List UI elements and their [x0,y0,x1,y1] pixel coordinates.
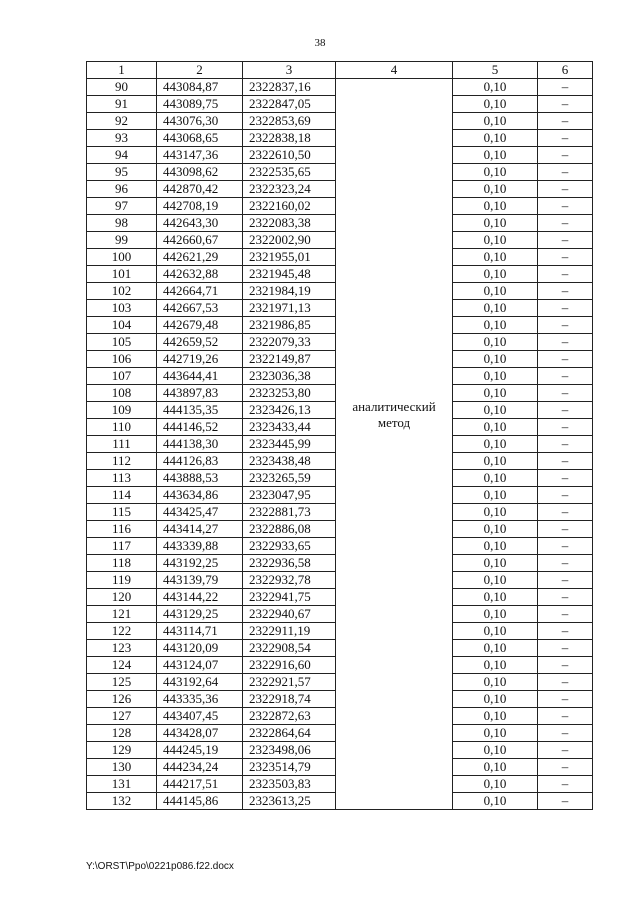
error-value-cell: 0,10 [453,317,538,334]
error-value-cell: 0,10 [453,436,538,453]
header-cell: 1 [87,62,157,79]
point-number-cell: 131 [87,776,157,793]
note-cell: – [538,555,593,572]
coordinate-x-cell: 443414,27 [157,521,243,538]
coordinate-y-cell: 2322886,08 [243,521,336,538]
point-number-cell: 105 [87,334,157,351]
point-number-cell: 111 [87,436,157,453]
error-value-cell: 0,10 [453,283,538,300]
coordinate-y-cell: 2322918,74 [243,691,336,708]
coordinate-x-cell: 443888,53 [157,470,243,487]
error-value-cell: 0,10 [453,759,538,776]
note-cell: – [538,266,593,283]
error-value-cell: 0,10 [453,113,538,130]
note-cell: – [538,725,593,742]
point-number-cell: 95 [87,164,157,181]
coordinate-y-cell: 2321986,85 [243,317,336,334]
error-value-cell: 0,10 [453,130,538,147]
note-cell: – [538,147,593,164]
coordinate-x-cell: 442659,52 [157,334,243,351]
error-value-cell: 0,10 [453,640,538,657]
table-row [87,79,593,96]
point-number-cell: 122 [87,623,157,640]
coordinate-x-cell: 444146,52 [157,419,243,436]
header-cell: 3 [243,62,336,79]
point-number-cell: 124 [87,657,157,674]
coordinate-y-cell: 2322535,65 [243,164,336,181]
coordinate-y-cell: 2322837,16 [243,79,336,96]
coordinate-y-cell: 2323433,44 [243,419,336,436]
error-value-cell: 0,10 [453,351,538,368]
coordinate-x-cell: 444145,86 [157,793,243,810]
note-cell: – [538,759,593,776]
coordinate-x-cell: 443634,86 [157,487,243,504]
error-value-cell: 0,10 [453,487,538,504]
note-cell: – [538,96,593,113]
point-number-cell: 113 [87,470,157,487]
coordinate-y-cell: 2323036,38 [243,368,336,385]
point-number-cell: 99 [87,232,157,249]
note-cell: – [538,793,593,810]
coordinate-x-cell: 443068,65 [157,130,243,147]
coordinate-x-cell: 443076,30 [157,113,243,130]
error-value-cell: 0,10 [453,402,538,419]
method-label-line2: метод [377,415,411,430]
method-label-line1: аналитический [352,399,436,414]
error-value-cell: 0,10 [453,521,538,538]
error-value-cell: 0,10 [453,776,538,793]
note-cell: – [538,402,593,419]
coordinate-y-cell: 2322933,65 [243,538,336,555]
note-cell: – [538,538,593,555]
coordinate-y-cell: 2321945,48 [243,266,336,283]
coordinate-y-cell: 2322908,54 [243,640,336,657]
point-number-cell: 128 [87,725,157,742]
note-cell: – [538,453,593,470]
error-value-cell: 0,10 [453,198,538,215]
point-number-cell: 114 [87,487,157,504]
note-cell: – [538,385,593,402]
coordinate-x-cell: 442667,53 [157,300,243,317]
point-number-cell: 90 [87,79,157,96]
coordinate-x-cell: 442679,48 [157,317,243,334]
coordinate-x-cell: 443192,25 [157,555,243,572]
point-number-cell: 123 [87,640,157,657]
coordinate-x-cell: 444138,30 [157,436,243,453]
coordinate-y-cell: 2322916,60 [243,657,336,674]
coordinate-y-cell: 2322847,05 [243,96,336,113]
error-value-cell: 0,10 [453,368,538,385]
error-value-cell: 0,10 [453,453,538,470]
coordinate-y-cell: 2321984,19 [243,283,336,300]
coordinate-x-cell: 443897,83 [157,385,243,402]
error-value-cell: 0,10 [453,572,538,589]
coordinate-x-cell: 443124,07 [157,657,243,674]
coordinate-x-cell: 443407,45 [157,708,243,725]
coordinate-x-cell: 444234,24 [157,759,243,776]
point-number-cell: 104 [87,317,157,334]
coordinate-y-cell: 2323498,06 [243,742,336,759]
file-path-footer: Y:\ORST\Ppo\0221p086.f22.docx [86,861,234,872]
note-cell: – [538,198,593,215]
point-number-cell: 115 [87,504,157,521]
point-number-cell: 116 [87,521,157,538]
note-cell: – [538,691,593,708]
coordinate-x-cell: 442660,67 [157,232,243,249]
note-cell: – [538,623,593,640]
point-number-cell: 118 [87,555,157,572]
point-number-cell: 91 [87,96,157,113]
coordinate-y-cell: 2323514,79 [243,759,336,776]
coordinate-x-cell: 443098,62 [157,164,243,181]
coordinate-x-cell: 444217,51 [157,776,243,793]
point-number-cell: 107 [87,368,157,385]
coordinate-x-cell: 443089,75 [157,96,243,113]
coordinate-y-cell: 2322940,67 [243,606,336,623]
coordinate-x-cell: 443139,79 [157,572,243,589]
point-number-cell: 120 [87,589,157,606]
error-value-cell: 0,10 [453,164,538,181]
error-value-cell: 0,10 [453,300,538,317]
note-cell: – [538,334,593,351]
note-cell: – [538,215,593,232]
coordinate-x-cell: 443084,87 [157,79,243,96]
error-value-cell: 0,10 [453,232,538,249]
note-cell: – [538,674,593,691]
note-cell: – [538,742,593,759]
coordinate-y-cell: 2322002,90 [243,232,336,249]
coordinate-y-cell: 2322872,63 [243,708,336,725]
error-value-cell: 0,10 [453,385,538,402]
coordinate-x-cell: 443144,22 [157,589,243,606]
coordinate-y-cell: 2322936,58 [243,555,336,572]
header-cell: 4 [336,62,453,79]
coordinate-y-cell: 2323047,95 [243,487,336,504]
note-cell: – [538,79,593,96]
point-number-cell: 103 [87,300,157,317]
coordinate-y-cell: 2322149,87 [243,351,336,368]
note-cell: – [538,572,593,589]
coordinate-y-cell: 2322911,19 [243,623,336,640]
note-cell: – [538,504,593,521]
point-number-cell: 130 [87,759,157,776]
point-number-cell: 119 [87,572,157,589]
coordinate-x-cell: 444245,19 [157,742,243,759]
note-cell: – [538,130,593,147]
point-number-cell: 98 [87,215,157,232]
error-value-cell: 0,10 [453,793,538,810]
error-value-cell: 0,10 [453,742,538,759]
point-number-cell: 129 [87,742,157,759]
coordinate-x-cell: 442719,26 [157,351,243,368]
coordinate-y-cell: 2322932,78 [243,572,336,589]
note-cell: – [538,606,593,623]
note-cell: – [538,470,593,487]
coordinate-y-cell: 2322941,75 [243,589,336,606]
note-cell: – [538,164,593,181]
error-value-cell: 0,10 [453,538,538,555]
coordinate-y-cell: 2322610,50 [243,147,336,164]
note-cell: – [538,419,593,436]
note-cell: – [538,317,593,334]
point-number-cell: 92 [87,113,157,130]
error-value-cell: 0,10 [453,79,538,96]
coordinate-x-cell: 442621,29 [157,249,243,266]
error-value-cell: 0,10 [453,606,538,623]
coordinate-x-cell: 444135,35 [157,402,243,419]
note-cell: – [538,181,593,198]
coordinate-y-cell: 2322881,73 [243,504,336,521]
error-value-cell: 0,10 [453,334,538,351]
coordinate-y-cell: 2322160,02 [243,198,336,215]
coordinate-y-cell: 2322083,38 [243,215,336,232]
point-number-cell: 125 [87,674,157,691]
point-number-cell: 132 [87,793,157,810]
coordinate-y-cell: 2322864,64 [243,725,336,742]
coordinate-y-cell: 2321955,01 [243,249,336,266]
error-value-cell: 0,10 [453,249,538,266]
coordinate-y-cell: 2322921,57 [243,674,336,691]
error-value-cell: 0,10 [453,623,538,640]
note-cell: – [538,351,593,368]
coordinate-x-cell: 443428,07 [157,725,243,742]
point-number-cell: 110 [87,419,157,436]
coordinate-y-cell: 2321971,13 [243,300,336,317]
point-number-cell: 101 [87,266,157,283]
point-number-cell: 106 [87,351,157,368]
point-number-cell: 93 [87,130,157,147]
point-number-cell: 108 [87,385,157,402]
point-number-cell: 102 [87,283,157,300]
header-cell: 5 [453,62,538,79]
note-cell: – [538,232,593,249]
note-cell: – [538,283,593,300]
coordinate-x-cell: 444126,83 [157,453,243,470]
note-cell: – [538,657,593,674]
point-number-cell: 112 [87,453,157,470]
error-value-cell: 0,10 [453,657,538,674]
method-cell [336,79,453,810]
coordinate-x-cell: 443644,41 [157,368,243,385]
coordinate-y-cell: 2322838,18 [243,130,336,147]
coordinate-x-cell: 442632,88 [157,266,243,283]
coordinate-x-cell: 443120,09 [157,640,243,657]
coordinate-y-cell: 2322079,33 [243,334,336,351]
coordinate-x-cell: 443425,47 [157,504,243,521]
note-cell: – [538,368,593,385]
coordinate-x-cell: 443192,64 [157,674,243,691]
error-value-cell: 0,10 [453,674,538,691]
note-cell: – [538,776,593,793]
point-number-cell: 127 [87,708,157,725]
coordinate-x-cell: 442708,19 [157,198,243,215]
error-value-cell: 0,10 [453,266,538,283]
error-value-cell: 0,10 [453,691,538,708]
note-cell: – [538,249,593,266]
error-value-cell: 0,10 [453,589,538,606]
error-value-cell: 0,10 [453,96,538,113]
error-value-cell: 0,10 [453,504,538,521]
note-cell: – [538,487,593,504]
coordinate-y-cell: 2323265,59 [243,470,336,487]
header-cell: 2 [157,62,243,79]
coordinate-y-cell: 2323253,80 [243,385,336,402]
error-value-cell: 0,10 [453,419,538,436]
coordinate-x-cell: 442664,71 [157,283,243,300]
error-value-cell: 0,10 [453,555,538,572]
table-header-row [87,62,593,79]
coordinate-x-cell: 443129,25 [157,606,243,623]
coordinate-y-cell: 2322853,69 [243,113,336,130]
point-number-cell: 121 [87,606,157,623]
coordinate-x-cell: 442643,30 [157,215,243,232]
error-value-cell: 0,10 [453,470,538,487]
error-value-cell: 0,10 [453,215,538,232]
coordinate-x-cell: 443335,36 [157,691,243,708]
header-cell: 6 [538,62,593,79]
error-value-cell: 0,10 [453,147,538,164]
coordinate-x-cell: 443339,88 [157,538,243,555]
note-cell: – [538,113,593,130]
note-cell: – [538,640,593,657]
note-cell: – [538,589,593,606]
error-value-cell: 0,10 [453,708,538,725]
coordinate-y-cell: 2323613,25 [243,793,336,810]
error-value-cell: 0,10 [453,181,538,198]
point-number-cell: 97 [87,198,157,215]
note-cell: – [538,436,593,453]
note-cell: – [538,708,593,725]
coordinate-y-cell: 2322323,24 [243,181,336,198]
point-number-cell: 94 [87,147,157,164]
page-number: 38 [314,37,326,49]
point-number-cell: 109 [87,402,157,419]
note-cell: – [538,300,593,317]
point-number-cell: 96 [87,181,157,198]
point-number-cell: 117 [87,538,157,555]
note-cell: – [538,521,593,538]
point-number-cell: 100 [87,249,157,266]
coordinate-y-cell: 2323445,99 [243,436,336,453]
coordinate-x-cell: 442870,42 [157,181,243,198]
point-number-cell: 126 [87,691,157,708]
coordinate-y-cell: 2323438,48 [243,453,336,470]
coordinate-y-cell: 2323426,13 [243,402,336,419]
coordinate-x-cell: 443114,71 [157,623,243,640]
coordinate-y-cell: 2323503,83 [243,776,336,793]
coordinate-x-cell: 443147,36 [157,147,243,164]
coordinates-table [86,61,593,810]
error-value-cell: 0,10 [453,725,538,742]
